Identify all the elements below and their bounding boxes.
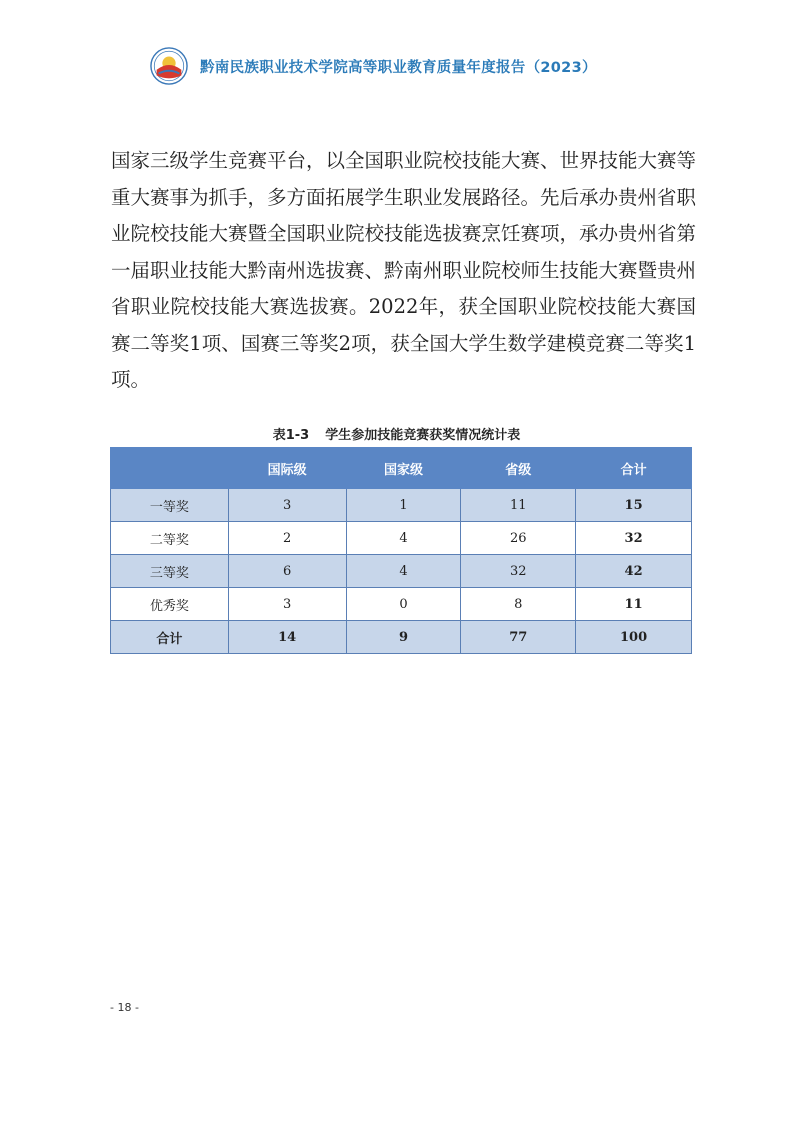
table-row bbox=[111, 555, 692, 588]
header-cell-international: 国际级 bbox=[228, 448, 346, 489]
table-cell: 4 bbox=[346, 555, 461, 588]
table-row bbox=[111, 588, 692, 621]
page-number: - 18 - bbox=[110, 1001, 139, 1014]
header-cell-total: 合计 bbox=[576, 448, 692, 489]
table-cell: 32 bbox=[461, 555, 576, 588]
table-cell: 6 bbox=[228, 555, 346, 588]
table-caption bbox=[0, 424, 793, 443]
table-caption-number: 表1-3 bbox=[272, 428, 310, 443]
table-row bbox=[111, 489, 692, 522]
row-label: 一等奖 bbox=[111, 489, 229, 522]
row-label: 二等奖 bbox=[111, 522, 229, 555]
table-cell: 1 bbox=[346, 489, 461, 522]
row-total-cell: 42 bbox=[576, 555, 692, 588]
table-cell: 2 bbox=[228, 522, 346, 555]
body-paragraph: 国家三级学生竞赛平台，以全国职业院校技能大赛、世界技能大赛等重大赛事为抓手，多方面拓展学生职业发展路径。先后承办贵州省职业院校技能大赛暨全国职业院校技能选拔赛烹饪赛项，承办贵州省第一届职业技能大黔南州选拔赛、黔南州职业院校师生技能大赛暨贵州省职业院校技能大赛选拔赛。2022年，获全国职业院校技能大赛国赛二等奖1项、国赛三等奖2项，获全国大学生数学建模竞赛二等奖1项。 bbox=[111, 149, 697, 391]
table-cell: 8 bbox=[461, 588, 576, 621]
table-header-row bbox=[111, 448, 692, 489]
table-caption-title: 学生参加技能竞赛获奖情况统计表 bbox=[325, 428, 521, 443]
total-cell: 9 bbox=[346, 621, 461, 654]
row-label: 优秀奖 bbox=[111, 588, 229, 621]
header-cell-blank bbox=[111, 448, 229, 489]
table-cell: 11 bbox=[461, 489, 576, 522]
row-label: 三等奖 bbox=[111, 555, 229, 588]
awards-table bbox=[110, 447, 692, 654]
row-total-cell: 11 bbox=[576, 588, 692, 621]
row-total-cell: 32 bbox=[576, 522, 692, 555]
college-logo-icon bbox=[150, 47, 188, 85]
table-total-row bbox=[111, 621, 692, 654]
table-cell: 0 bbox=[346, 588, 461, 621]
header-cell-provincial: 省级 bbox=[461, 448, 576, 489]
table-row bbox=[111, 522, 692, 555]
row-total-cell: 15 bbox=[576, 489, 692, 522]
total-cell: 77 bbox=[461, 621, 576, 654]
total-cell: 14 bbox=[228, 621, 346, 654]
table-cell: 26 bbox=[461, 522, 576, 555]
grand-total-cell: 100 bbox=[576, 621, 692, 654]
table-cell: 3 bbox=[228, 588, 346, 621]
header-title: 黔南民族职业技术学院高等职业教育质量年度报告（2023） bbox=[200, 59, 597, 76]
header-cell-national: 国家级 bbox=[346, 448, 461, 489]
page-header bbox=[150, 46, 597, 86]
table-cell: 3 bbox=[228, 489, 346, 522]
total-row-label: 合计 bbox=[111, 621, 229, 654]
table-cell: 4 bbox=[346, 522, 461, 555]
